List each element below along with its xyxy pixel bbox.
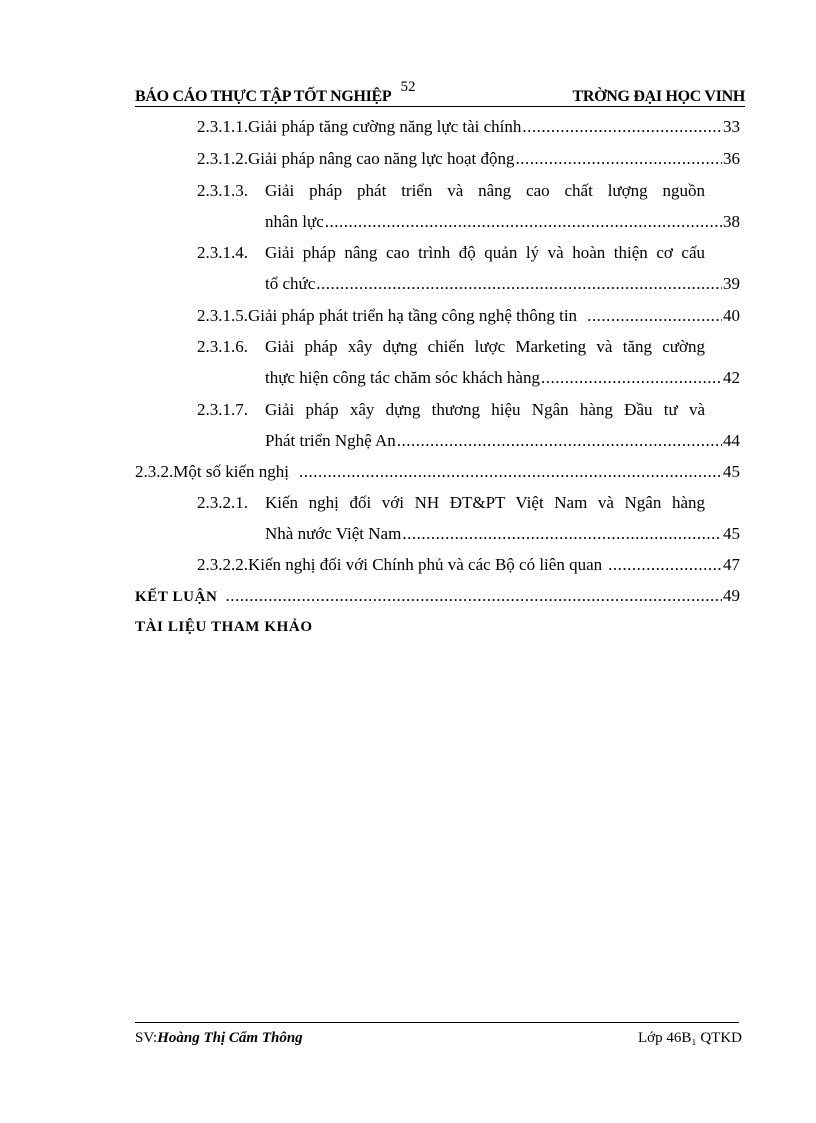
footer-divider: [135, 1022, 739, 1023]
toc-number: 2.3.2.2.: [197, 555, 248, 574]
toc-entry[interactable]: [197, 180, 705, 202]
toc-number: 2.3.1.4.: [197, 243, 248, 262]
toc-entry[interactable]: [135, 616, 740, 638]
toc-leader: [397, 430, 722, 452]
toc-number: 2.3.1.1.: [197, 117, 248, 136]
toc-page: 36: [723, 149, 740, 168]
toc-title: Kiến nghị đối với Chính phủ và các Bộ có liên quan: [248, 555, 603, 574]
toc-entry[interactable]: [197, 336, 705, 358]
toc-entry[interactable]: [197, 492, 705, 514]
toc-title: tổ chức: [265, 274, 316, 293]
toc-title: KẾT LUẬN: [135, 589, 218, 605]
toc-entry-continuation[interactable]: [265, 367, 740, 389]
toc-entry[interactable]: [197, 399, 705, 421]
toc-leader: [541, 367, 722, 389]
toc-number: 2.3.1.2.: [197, 149, 248, 168]
toc-title: Giải pháp phát triển và nâng cao chất lượng nguồn: [265, 181, 705, 200]
toc-page: 49: [723, 586, 740, 605]
toc-page: 40: [723, 306, 740, 325]
toc-number: 2.3.2.1.: [197, 493, 248, 512]
toc-title: Một số kiến nghị: [173, 462, 289, 481]
student-label: SV:: [135, 1030, 158, 1046]
toc-page: 45: [723, 462, 740, 481]
toc-leader: [325, 211, 722, 233]
toc-entry-continuation[interactable]: [265, 273, 740, 295]
toc-page: 42: [723, 368, 740, 387]
toc-leader: [299, 461, 722, 483]
toc-number: 2.3.2.: [135, 462, 174, 481]
toc-page: 47: [723, 555, 740, 574]
header-report-title: BÁO CÁO THỰC TẬP TỐT NGHIỆP: [135, 88, 392, 105]
toc-entry-continuation[interactable]: [265, 211, 740, 233]
toc-leader: [522, 116, 722, 138]
toc-number: 2.3.1.3.: [197, 181, 248, 200]
toc-title: nhân lực: [265, 212, 324, 231]
toc-entry[interactable]: [197, 554, 740, 576]
toc-entry[interactable]: [135, 585, 740, 608]
toc-leader: [608, 554, 722, 576]
page-number: 52: [400, 79, 416, 95]
toc-title: thực hiện công tác chăm sóc khách hàng: [265, 368, 540, 387]
toc-title: Giải pháp nâng cao trình độ quản lý và hoàn thiện cơ cấu: [265, 243, 705, 262]
toc-leader: [587, 305, 722, 327]
toc-leader: [516, 148, 723, 170]
toc-title: Phát triển Nghệ An: [265, 431, 396, 450]
toc-number: 2.3.1.7.: [197, 400, 248, 419]
toc-title: Giải pháp xây dựng chiến lược Marketing và tăng cường: [265, 337, 705, 356]
toc-leader: [225, 585, 722, 607]
footer-class: Lớp 46B₁ QTKD: [638, 1030, 742, 1046]
toc-page: 39: [723, 274, 740, 293]
toc-title: Kiến nghị đối với NH ĐT&PT Việt Nam và Ngân hàng: [265, 493, 705, 512]
toc-title: TÀI LIỆU THAM KHẢO: [135, 619, 313, 635]
toc-page: 38: [723, 212, 740, 231]
student-name: Hoàng Thị Cẩm Thông: [157, 1030, 303, 1046]
toc-title: Giải pháp xây dựng thương hiệu Ngân hàng Đầu tư và: [265, 400, 705, 419]
toc-title: Nhà nước Việt Nam: [265, 524, 402, 543]
toc-title: Giải pháp tăng cường năng lực tài chính: [248, 117, 522, 136]
toc-entry-continuation[interactable]: [265, 523, 740, 545]
toc-entry[interactable]: [197, 242, 705, 264]
toc-entry[interactable]: [197, 305, 740, 327]
toc-entry[interactable]: [135, 461, 740, 483]
toc-page: 44: [723, 431, 740, 450]
toc-title: Giải pháp nâng cao năng lực hoạt động: [248, 149, 515, 168]
toc-page: 45: [723, 524, 740, 543]
toc-leader: [316, 273, 722, 295]
toc-page: 33: [723, 117, 740, 136]
toc-title: Giải pháp phát triển hạ tầng công nghệ thông tin: [248, 306, 578, 325]
toc-number: 2.3.1.6.: [197, 337, 248, 356]
footer-student: [135, 1030, 303, 1047]
toc-leader: [402, 523, 722, 545]
toc-entry[interactable]: [197, 148, 740, 170]
header-university: TRỜNG ĐẠI HỌC VINH: [572, 88, 745, 105]
toc-entry[interactable]: [197, 116, 740, 138]
toc-entry-continuation[interactable]: [265, 430, 740, 452]
toc-number: 2.3.1.5.: [197, 306, 248, 325]
